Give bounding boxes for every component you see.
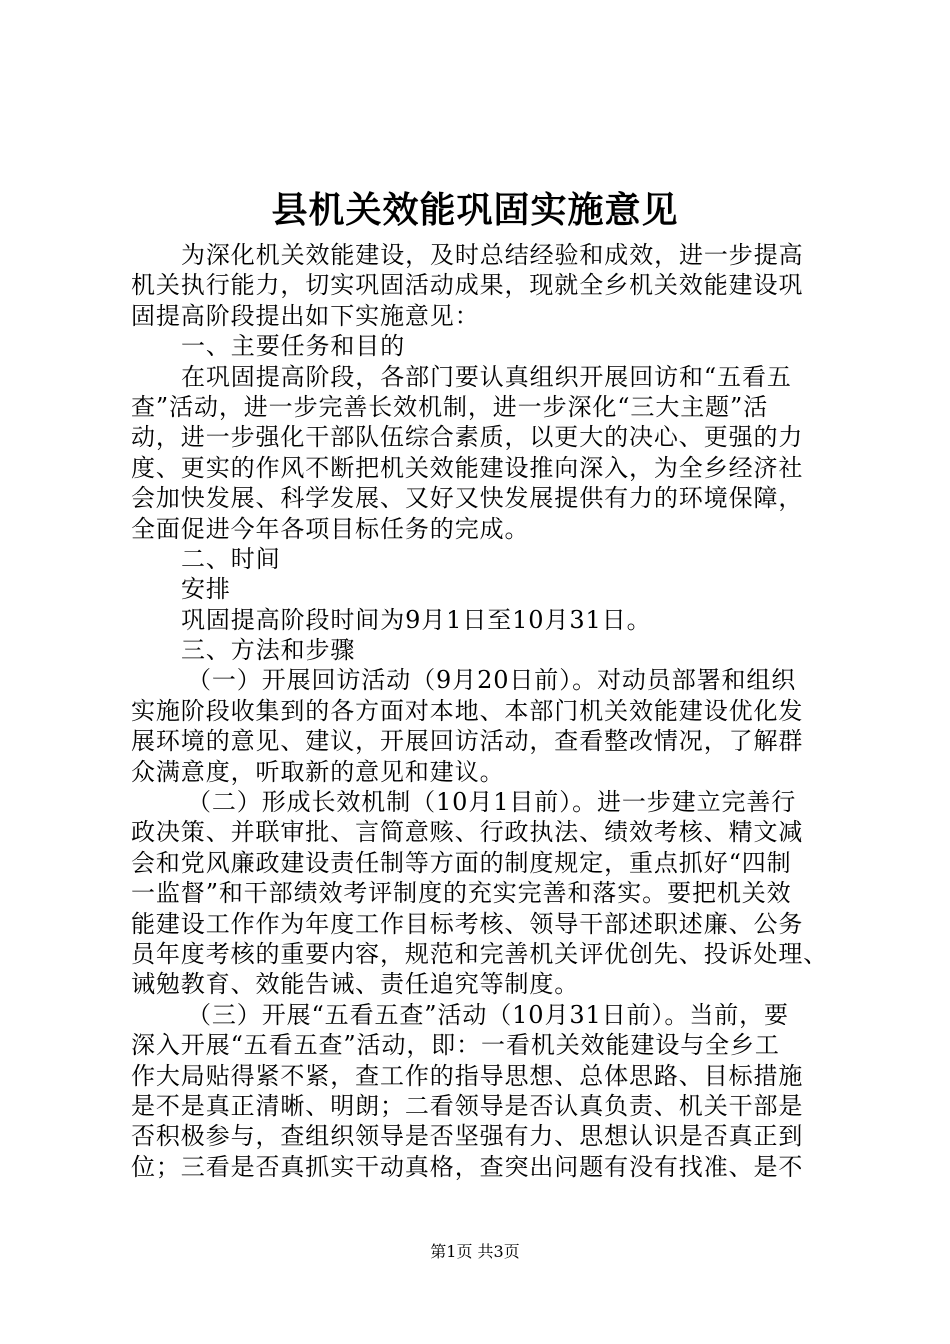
body-line: 位；三看是否真抓实干动真格，查突出问题有没有找准、是不 <box>131 1152 804 1181</box>
body-line: 是不是真正清晰、明朗；二看领导是否认真负责、机关干部是 <box>131 1091 804 1120</box>
page-number-footer: 第1页 共3页 <box>430 1242 520 1261</box>
section-heading: 一、主要任务和目的 <box>181 332 406 361</box>
body-line: 深入开展“五看五查”活动，即：一看机关效能建设与全乡工 <box>131 1031 780 1060</box>
body-line: 政决策、并联审批、言简意赅、行政执法、绩效考核、精文减 <box>131 818 804 847</box>
section-heading: 二、时间 <box>181 544 281 573</box>
section-heading: 三、方法和步骤 <box>181 636 356 665</box>
body-line: 员年度考核的重要内容，规范和完善机关评优创先、投诉处理、 <box>131 939 829 968</box>
body-line: 能建设工作作为年度工作目标考核、领导干部述职述廉、公务 <box>131 909 804 938</box>
body-line: 会加快发展、科学发展、又好又快发展提供有力的环境保障， <box>131 484 804 513</box>
body-line: 诫勉教育、效能告诫、责任追究等制度。 <box>131 970 580 999</box>
body-line: 作大局贴得紧不紧，查工作的指导思想、总体思路、目标措施 <box>131 1061 804 1090</box>
body-line: 机关执行能力，切实巩固活动成果，现就全乡机关效能建设巩 <box>131 271 804 300</box>
body-line: 实施阶段收集到的各方面对本地、本部门机关效能建设优化发 <box>131 696 804 725</box>
body-line: 在巩固提高阶段，各部门要认真组织开展回访和“五看五 <box>181 362 792 391</box>
body-line: （一）开展回访活动（9月20日前）。对动员部署和组织 <box>187 666 797 695</box>
body-line: 全面促进今年各项目标任务的完成。 <box>131 514 530 543</box>
document-title: 县机关效能巩固实施意见 <box>271 189 679 231</box>
body-line: 会和党风廉政建设责任制等方面的制度规定，重点抓好“四制 <box>131 848 792 877</box>
document-body <box>131 240 843 1182</box>
body-line: 展环境的意见、建议，开展回访活动，查看整改情况，了解群 <box>131 727 804 756</box>
body-line: 否积极参与，查组织领导是否坚强有力、思想认识是否真正到 <box>131 1122 804 1151</box>
section-heading: 安排 <box>181 575 231 604</box>
body-line: 查”活动，进一步完善长效机制，进一步深化“三大主题”活 <box>131 392 769 421</box>
body-line: 一监督”和干部绩效考评制度的充实完善和落实。要把机关效 <box>131 879 792 908</box>
body-line: （二）形成长效机制（10月1目前）。进一步建立完善行 <box>187 788 797 817</box>
body-line: 度、更实的作风不断把机关效能建设推向深入，为全乡经济社 <box>131 453 804 482</box>
body-line: 巩固提高阶段时间为9月1日至10月31日。 <box>181 605 652 634</box>
body-line: （三）开展“五看五查”活动（10月31日前）。当前，要 <box>187 1000 789 1029</box>
body-line: 为深化机关效能建设，及时总结经验和成效，进一步提高 <box>181 241 804 269</box>
body-line: 固提高阶段提出如下实施意见： <box>131 301 480 330</box>
body-line: 众满意度，听取新的意见和建议。 <box>131 757 505 786</box>
body-line: 动，进一步强化干部队伍综合素质，以更大的决心、更强的力 <box>131 423 804 452</box>
